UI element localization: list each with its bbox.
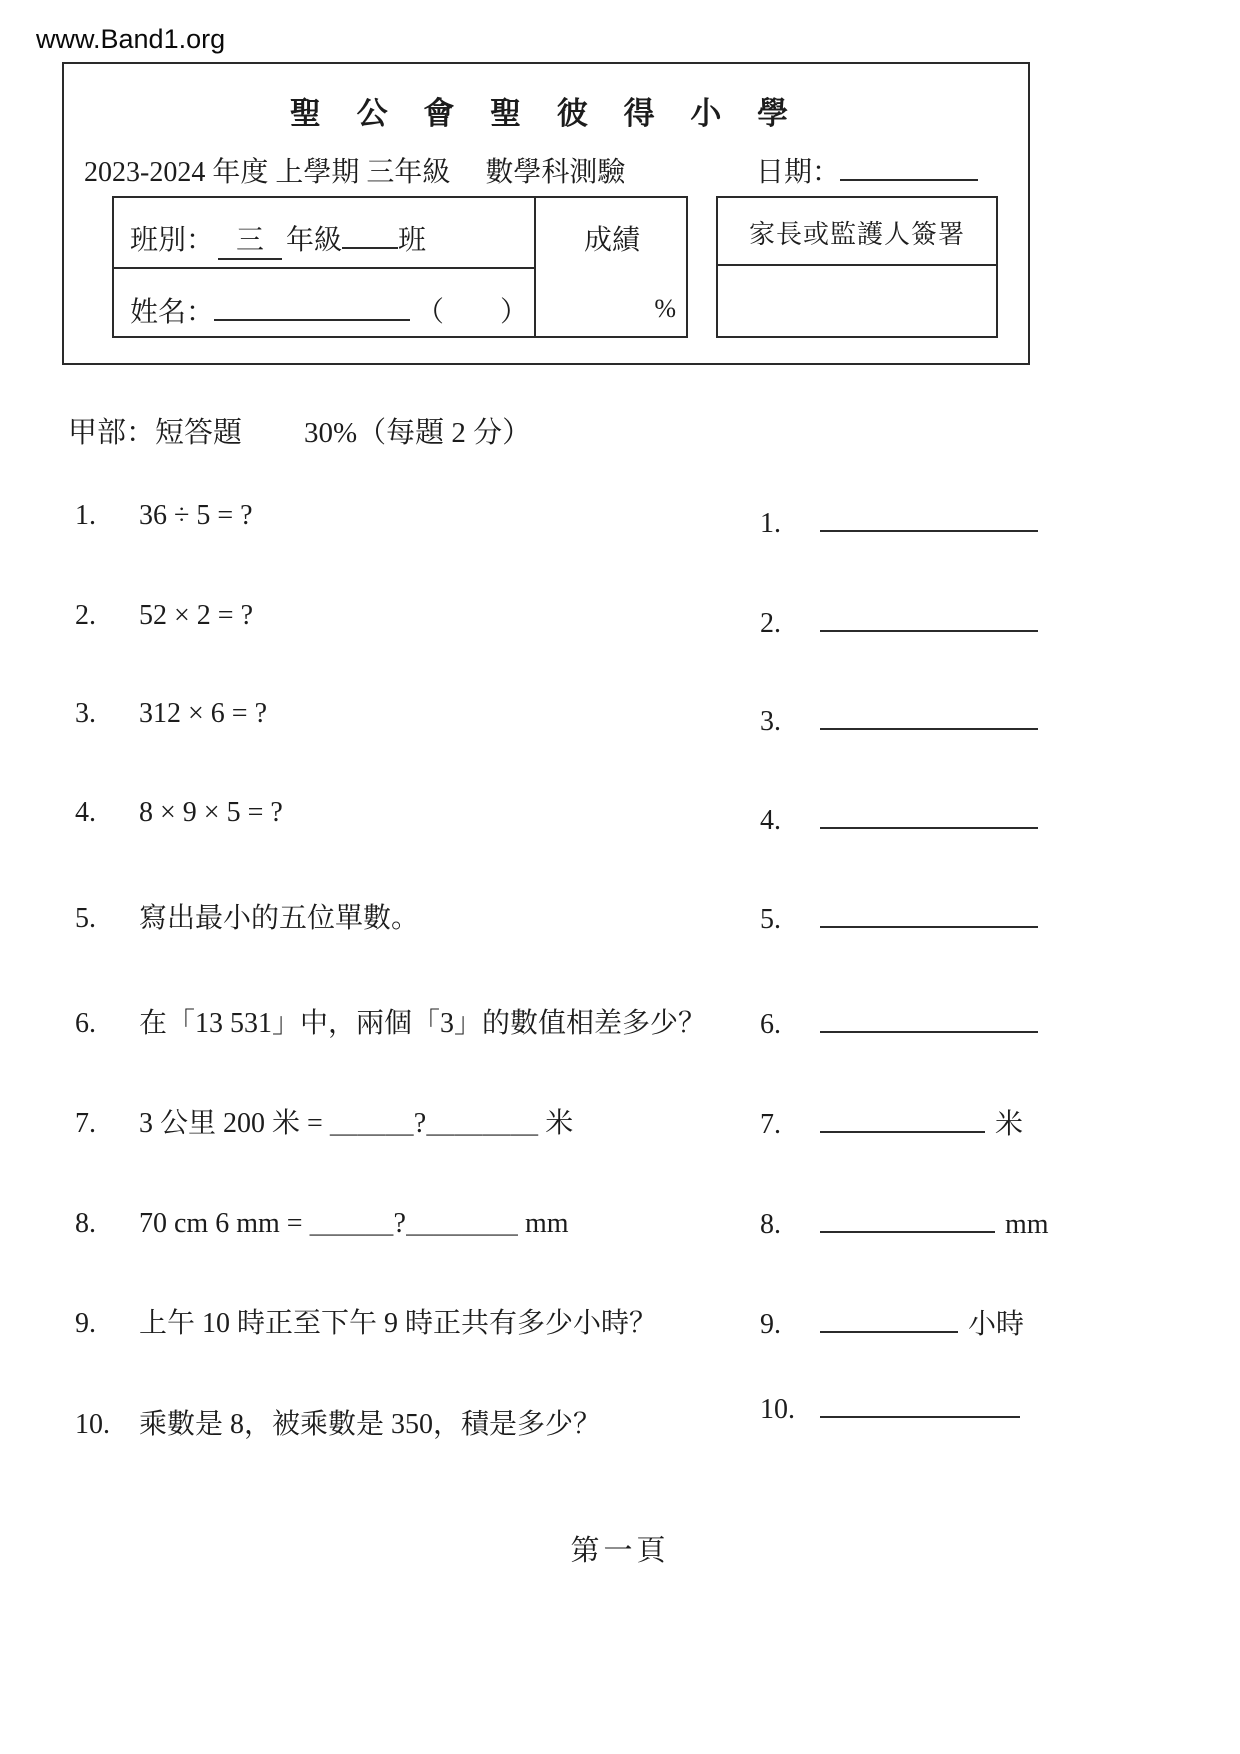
site-watermark: www.Band1.org xyxy=(36,24,226,54)
score-percent-sign: % xyxy=(654,294,676,323)
question-number: 6. xyxy=(75,1008,96,1039)
question-row xyxy=(75,1001,706,1041)
answer-blank-line xyxy=(820,1301,958,1333)
class-blank-line xyxy=(342,219,398,249)
class-label: 班別： xyxy=(130,225,215,256)
answer-number: 3. xyxy=(760,706,781,737)
answer-number: 8. xyxy=(760,1209,781,1240)
question-text: 70 cm 6 mm = ＿＿＿?＿＿＿＿ mm xyxy=(139,1208,569,1239)
answer-blank-line xyxy=(820,698,1038,730)
guardian-signature-label: 家長或監護人簽署 xyxy=(748,220,965,249)
answer-blank-line xyxy=(820,1101,985,1133)
answer-number: 2. xyxy=(760,608,781,639)
question-text: 寫出最小的五位單數。 xyxy=(139,903,420,934)
answer-row xyxy=(760,1101,1023,1142)
question-number: 9. xyxy=(75,1308,96,1339)
guardian-signature-box xyxy=(716,196,998,338)
question-row xyxy=(75,500,253,532)
question-number: 5. xyxy=(75,903,96,934)
question-row xyxy=(75,896,419,936)
question-row xyxy=(75,698,267,730)
answer-blank-line xyxy=(820,1201,995,1233)
date-field xyxy=(756,150,978,190)
answer-row xyxy=(760,797,1048,837)
question-row xyxy=(75,797,283,829)
answer-blank-line xyxy=(820,797,1038,829)
answer-row xyxy=(760,600,1048,640)
question-text: 在「13 531」中，兩個「3」的數值相差多少？ xyxy=(139,1008,707,1039)
question-number: 1. xyxy=(75,500,96,531)
answer-number: 5. xyxy=(760,904,781,935)
question-number: 8. xyxy=(75,1208,96,1239)
answer-blank-line xyxy=(820,1386,1020,1418)
answer-row xyxy=(760,500,1048,540)
score-label: 成績 xyxy=(583,225,640,256)
question-text: 上午 10 時正至下午 9 時正共有多少小時？ xyxy=(139,1308,658,1339)
question-text: 36 ÷ 5 = ? xyxy=(139,500,253,531)
question-number: 10. xyxy=(75,1409,110,1440)
answer-blank-line xyxy=(820,1001,1038,1033)
answer-number: 7. xyxy=(760,1109,781,1140)
guardian-box-divider xyxy=(718,264,996,266)
answer-number: 4. xyxy=(760,805,781,836)
exam-title: 2023-2024 年度 上學期 三年級 數學科測驗 xyxy=(84,157,626,188)
question-text: 52 × 2 = ? xyxy=(139,600,254,631)
answer-row xyxy=(760,1301,1024,1342)
answer-number: 6. xyxy=(760,1009,781,1040)
answer-blank-line xyxy=(820,600,1038,632)
answer-number: 9. xyxy=(760,1309,781,1340)
answer-row xyxy=(760,1001,1048,1041)
answer-blank-line xyxy=(820,500,1038,532)
section-heading xyxy=(68,410,531,451)
answer-unit: 小時 xyxy=(968,1309,1025,1340)
question-row xyxy=(75,1201,569,1241)
question-row xyxy=(75,1101,573,1141)
answer-row xyxy=(760,1201,1049,1241)
class-field xyxy=(130,218,426,260)
question-text: 312 × 6 = ? xyxy=(139,698,268,729)
question-row xyxy=(75,1301,657,1341)
section-title: 甲部：短答題 xyxy=(68,417,243,449)
answer-row xyxy=(760,896,1048,936)
answer-row xyxy=(760,1386,1030,1426)
date-label: 日期： xyxy=(756,157,841,188)
school-name: 聖 公 會 聖 彼 得 小 學 xyxy=(289,96,803,131)
page-number: 第一頁 xyxy=(570,1535,670,1567)
answer-number: 1. xyxy=(760,508,781,539)
name-label: 姓名： xyxy=(130,297,215,328)
header-box xyxy=(62,62,1030,365)
class-grade-label: 年級 xyxy=(286,225,343,256)
question-row xyxy=(75,600,253,632)
question-number: 3. xyxy=(75,698,96,729)
question-text: 3 公里 200 米 = ＿＿＿?＿＿＿＿ 米 xyxy=(139,1108,574,1139)
answer-row xyxy=(760,698,1048,738)
form-horizontal-divider xyxy=(114,267,534,269)
date-blank-line xyxy=(840,151,978,181)
name-field xyxy=(130,290,528,330)
question-text: 乘數是 8，被乘數是 350，積是多少？ xyxy=(139,1409,602,1440)
answer-unit: 米 xyxy=(995,1109,1024,1140)
name-blank-line xyxy=(214,291,410,321)
answer-blank-line xyxy=(820,896,1038,928)
question-number: 7. xyxy=(75,1108,96,1139)
question-row xyxy=(75,1402,601,1442)
student-info-box xyxy=(112,196,688,338)
answer-number: 10. xyxy=(760,1394,795,1425)
question-text: 8 × 9 × 5 = ? xyxy=(139,797,283,828)
section-marks: 30%（每題 2 分） xyxy=(304,417,532,449)
answer-unit: mm xyxy=(1005,1209,1049,1240)
name-parentheses: （ ） xyxy=(416,297,529,328)
question-number: 2. xyxy=(75,600,96,631)
question-number: 4. xyxy=(75,797,96,828)
class-end-label: 班 xyxy=(398,225,427,256)
class-value: 三 xyxy=(218,218,282,260)
